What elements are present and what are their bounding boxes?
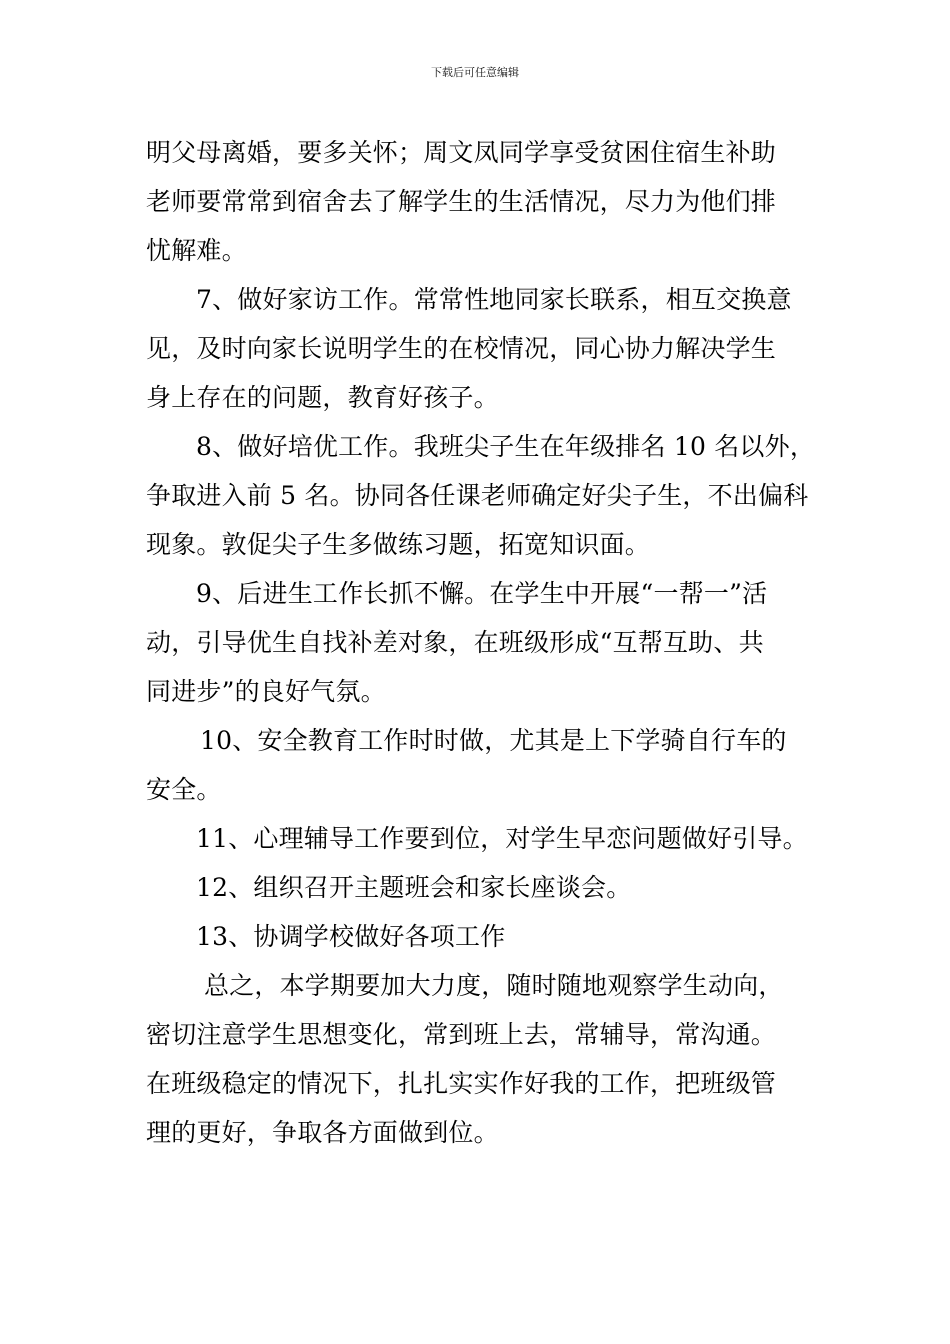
text-line: 动，引导优生自找补差对象，在班级形成“互帮互助、共: [146, 628, 764, 657]
paragraph-item-7: 7、做好家访工作。常常性地同家长联系，相互交换意: [196, 285, 792, 314]
paragraph-item-10: 10、安全教育工作时时做，尤其是上下学骑自行车的: [200, 726, 787, 755]
text-line: 身上存在的问题，教育好孩子。: [146, 383, 499, 412]
text-line: 忧解难。: [146, 236, 247, 265]
text-line: 老师要常常到宿舍去了解学生的生活情况，尽力为他们排: [146, 187, 777, 216]
paragraph-item-12: 12、组织召开主题班会和家长座谈会。: [196, 873, 632, 902]
paragraph-item-11: 11、心理辅导工作要到位，对学生早恋问题做好引导。: [196, 824, 808, 853]
text-line: 密切注意学生思想变化，常到班上去，常辅导，常沟通。: [146, 1020, 777, 1049]
text-line: 见，及时向家长说明学生的在校情况，同心协力解决学生: [146, 334, 777, 363]
paragraph-item-13: 13、协调学校做好各项工作: [196, 922, 506, 951]
page-header: 下载后可任意编辑: [431, 66, 519, 79]
text-line: 同进步”的良好气氛。: [146, 677, 386, 706]
text-line: 现象。敦促尖子生多做练习题，拓宽知识面。: [146, 530, 651, 559]
paragraph-item-9: 9、后进生工作长抓不懈。在学生中开展“一帮一”活: [196, 579, 768, 608]
text-line: 安全。: [146, 775, 222, 804]
paragraph-item-8: 8、做好培优工作。我班尖子生在年级排名 10 名以外，: [196, 432, 816, 461]
document-body: [146, 128, 816, 1157]
text-line: 理的更好，争取各方面做到位。: [146, 1118, 499, 1147]
text-line: 争取进入前 5 名。协同各任课老师确定好尖子生，不出偏科: [146, 481, 809, 510]
text-line: 明父母离婚，要多关怀；周文凤同学享受贫困住宿生补助: [146, 138, 777, 167]
text-line: 在班级稳定的情况下，扎扎实实作好我的工作，把班级管: [146, 1069, 777, 1098]
paragraph-summary: 总之，本学期要加大力度，随时随地观察学生动向，: [204, 971, 784, 1000]
